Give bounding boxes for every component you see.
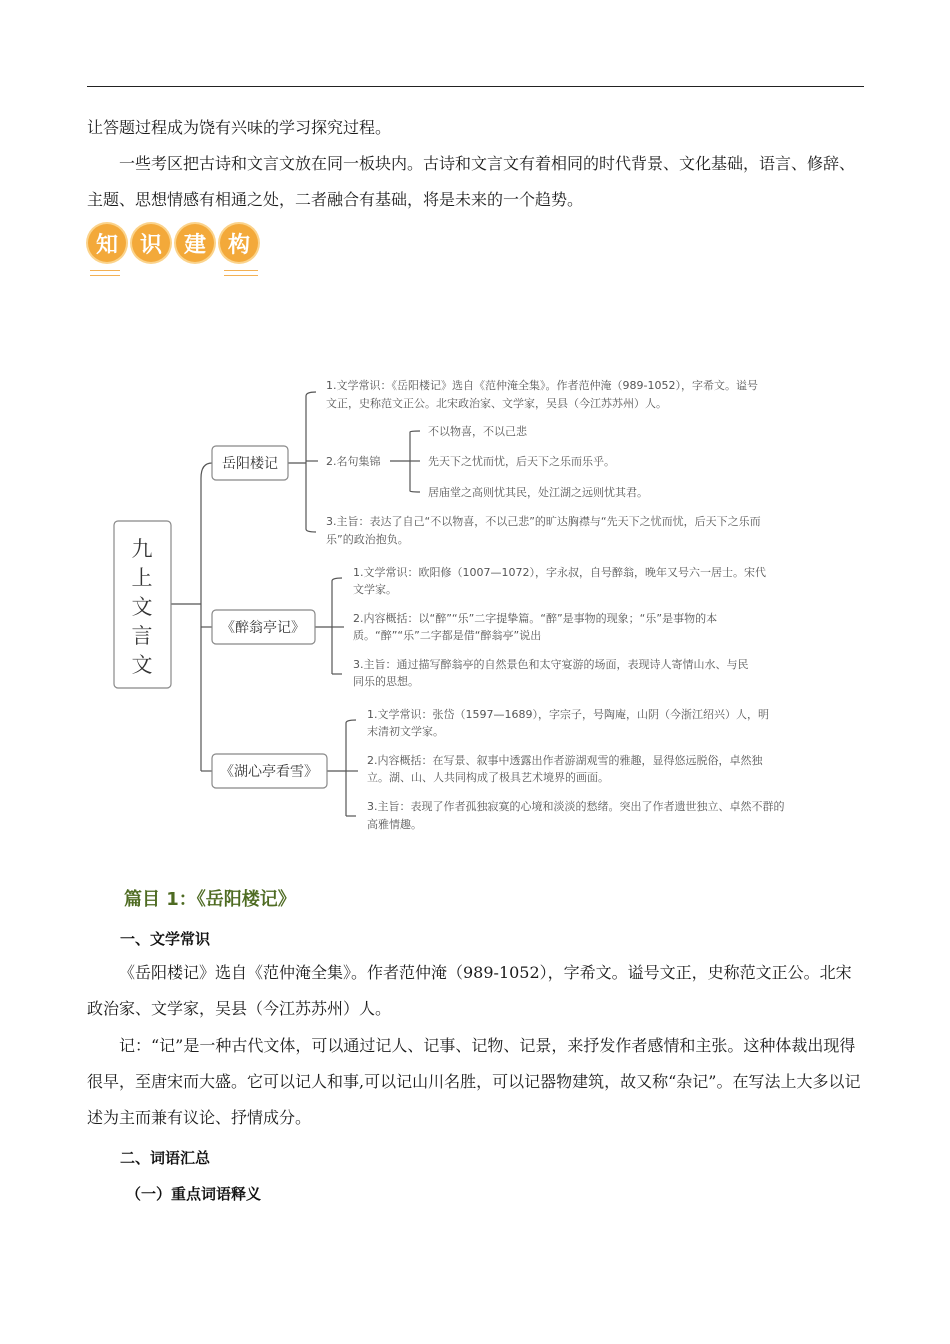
mindmap-root-char: 九 bbox=[131, 537, 153, 561]
heading-vocabulary-summary: 二、词语汇总 bbox=[120, 1149, 211, 1167]
mindmap-leaf-text: 1.文学常识：《岳阳楼记》选自《范仲淹全集》。作者范仲淹（989-1052），字希文。谥号 bbox=[326, 379, 758, 392]
mindmap-leaf-text: 2.名句集锦 bbox=[326, 455, 381, 468]
mindmap-root-char: 言 bbox=[131, 624, 153, 648]
mindmap-leaf-text: 同乐的思想。 bbox=[353, 675, 419, 688]
mindmap-leaf-text: 1.文学常识：欧阳修（1007—1072），字永叔，自号醉翁，晚年又号六一居士。宋代 bbox=[353, 566, 766, 579]
banner-char: 知 bbox=[88, 224, 126, 262]
intro-line-1: 让答题过程成为饶有兴味的学习探究过程。 bbox=[87, 118, 392, 137]
mindmap-leaf-text: 质。“醉”“乐”二字都是借“醉翁亭”说出 bbox=[353, 629, 542, 642]
mindmap-root-char: 文 bbox=[131, 595, 153, 619]
mindmap-leaf-text: 3.主旨：通过描写醉翁亭的自然景色和太守宴游的场面，表现诗人寄情山水、与民 bbox=[353, 658, 749, 671]
mindmap-leaf-text: 末清初文学家。 bbox=[367, 725, 444, 738]
mindmap-leaf-text: 2.内容概括：以“醉”“乐”二字提挚篇。“醉”是事物的现象；“乐”是事物的本 bbox=[353, 612, 718, 625]
ji-genre-paragraph: 记：“记”是一种古代文体，可以通过记人、记事、记物、记景，来抒发作者感情和主张。这种体裁出现得很早，至唐宋而大盛。它可以记人和事,可以记山川名胜，可以记器物建筑，故又称“杂记”。在写法上大多以记述为主而兼有议论、抒情成分。 bbox=[87, 1036, 861, 1127]
mindmap-leaf-text: 3.主旨：表达了自己“不以物喜，不以己悲”的旷达胸襟与“先天下之忧而忧，后天下之乐而 bbox=[326, 515, 761, 528]
banner-char: 建 bbox=[176, 224, 214, 262]
intro-paragraph: 一些考区把古诗和文言文放在同一板块内。古诗和文言文有着相同的时代背景、文化基础，语言、修辞、主题、思想情感有相通之处，二者融合有基础，将是未来的一个趋势。 bbox=[87, 154, 856, 209]
banner-char: 构 bbox=[220, 224, 258, 262]
mindmap-leaf-text: 居庙堂之高则忧其民，处江湖之远则忧其君。 bbox=[428, 486, 648, 499]
banner-char: 识 bbox=[132, 224, 170, 262]
branch-title: 《醉翁亭记》 bbox=[221, 620, 305, 636]
branch-title: 岳阳楼记 bbox=[222, 456, 278, 472]
mindmap-leaf-text: 立。湖、山、人共同构成了极具艺术境界的画面。 bbox=[367, 771, 609, 784]
mindmap-leaf-text: 1.文学常识：张岱（1597—1689），字宗子，号陶庵，山阴（今浙江绍兴）人，明 bbox=[367, 708, 769, 721]
mindmap-leaf-text: 文正，史称范文正公。北宋政治家、文学家，吴县（今江苏苏州）人。 bbox=[326, 397, 667, 410]
heading-key-words: （一）重点词语释义 bbox=[126, 1185, 262, 1203]
literary-knowledge-paragraph: 《岳阳楼记》选自《范仲淹全集》。作者范仲淹（989-1052），字希文。谥号文正，史称范文正公。北宋政治家、文学家，吴县（今江苏苏州）人。 bbox=[87, 963, 852, 1018]
mindmap-leaf-text: 3.主旨：表现了作者孤独寂寞的心境和淡淡的愁绪。突出了作者遗世独立、卓然不群的 bbox=[367, 800, 785, 813]
mindmap-leaf-text: 先天下之忧而忧，后天下之乐而乐乎。 bbox=[428, 455, 615, 468]
heading-literary-knowledge: 一、文学常识 bbox=[120, 930, 211, 948]
mindmap-leaf-text: 高雅情趣。 bbox=[367, 818, 422, 831]
mindmap-root-char: 上 bbox=[131, 566, 153, 590]
mindmap-leaf-text: 2.内容概括：在写景、叙事中透露出作者游湖观雪的雅趣，显得悠远脱俗，卓然独 bbox=[367, 754, 763, 767]
mindmap-leaf-text: 乐”的政治抱负。 bbox=[326, 533, 409, 546]
mindmap-root-char: 文 bbox=[131, 653, 153, 677]
branch-title: 《湖心亭看雪》 bbox=[220, 764, 318, 780]
mindmap-leaf-text: 不以物喜，不以己悲 bbox=[428, 425, 527, 438]
section-title: 篇目 1：《岳阳楼记》 bbox=[124, 889, 296, 910]
mindmap-leaf-text: 文学家。 bbox=[353, 583, 397, 596]
